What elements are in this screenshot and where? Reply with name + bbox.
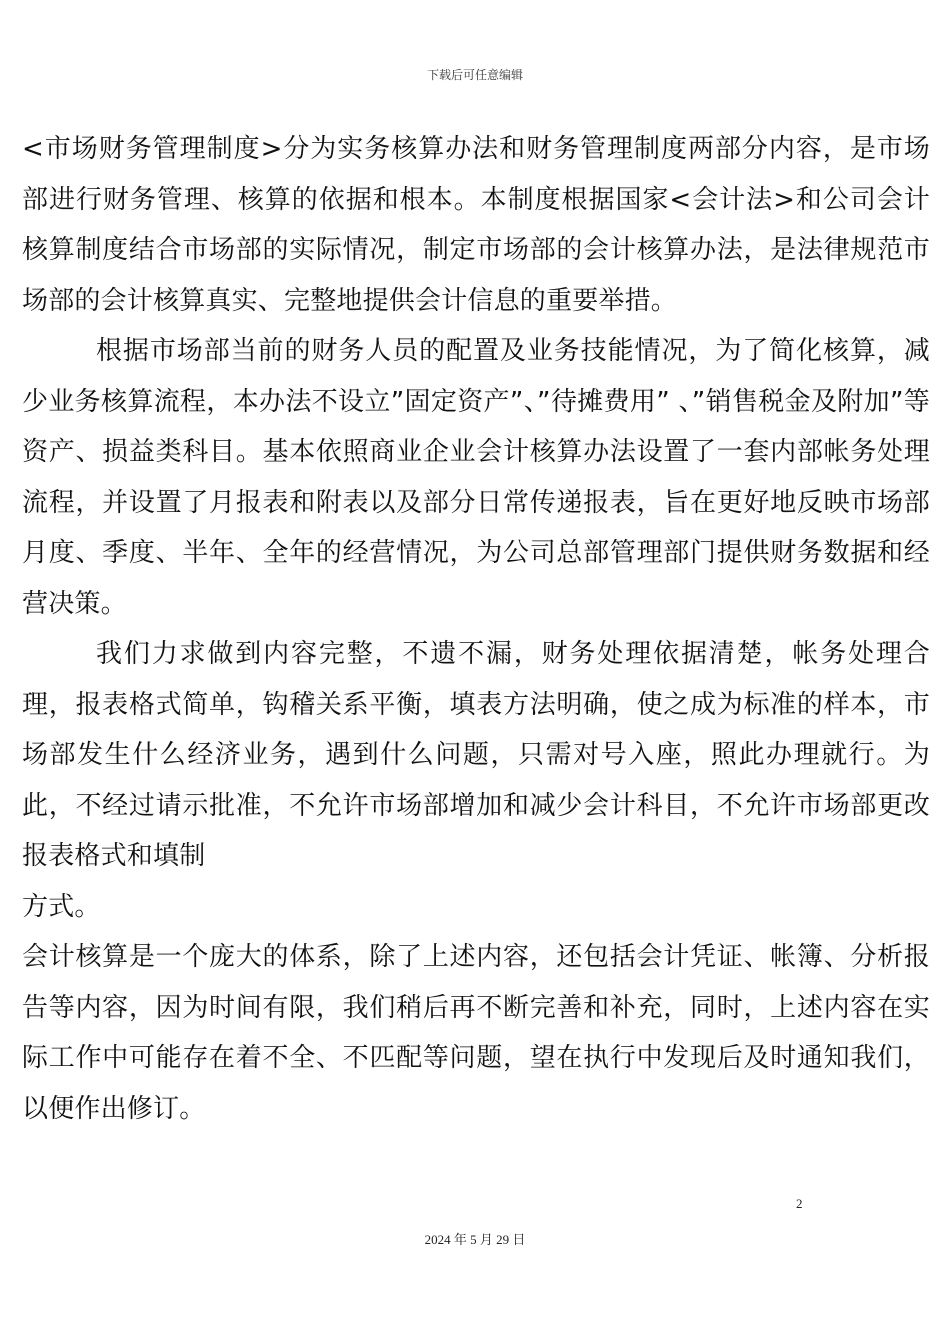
paragraph-fragment: 方式。 bbox=[22, 891, 101, 922]
document-body bbox=[22, 124, 930, 1134]
footer-date: 2024 年 5 月 29 日 bbox=[424, 1232, 526, 1247]
paragraph-staffing: 根据市场部当前的财务人员的配置及业务技能情况，为了简化核算，减少业务核算流程，本办法不设立”固定资产”、”待摊费用” 、”销售税金及附加”等资产、损益类科目。基本依照商业企业会计核算办法设置了一套内部帐务处理流程，并设置了月报表和附表以及部分日常传递报表，旨在更好地反映市场部月度、季度、半年、全年的经营情况，为公司总部管理部门提供财务数据和经营决策。 bbox=[22, 336, 930, 619]
page-number: 2 bbox=[796, 1196, 803, 1211]
paragraph-intro: <市场财务管理制度>分为实务核算办法和财务管理制度两部分内容，是市场部进行财务管理、核算的依据和根本。本制度根据国家<会计法>和公司会计核算制度结合市场部的实际情况，制定市场部的会计核算办法，是法律规范市场部的会计核算真实、完整地提供会计信息的重要举措。 bbox=[22, 134, 930, 316]
paragraph-system: 会计核算是一个庞大的体系，除了上述内容，还包括会计凭证、帐簿、分析报告等内容，因为时间有限，我们稍后再不断完善和补充，同时，上述内容在实际工作中可能存在着不全、不匹配等问题，望在执行中发现后及时通知我们，以便作出修订。 bbox=[22, 942, 930, 1124]
paragraph-completeness: 我们力求做到内容完整，不遗不漏，财务处理依据清楚，帐务处理合理，报表格式简单，钩稽关系平衡，填表方法明确，使之成为标准的样本，市场部发生什么经济业务，遇到什么问题，只需对号入座，照此办理就行。为此，不经过请示批准，不允许市场部增加和减少会计科目，不允许市场部更改报表格式和填制 bbox=[22, 639, 930, 871]
header-note: 下载后可任意编辑 bbox=[426, 68, 523, 82]
